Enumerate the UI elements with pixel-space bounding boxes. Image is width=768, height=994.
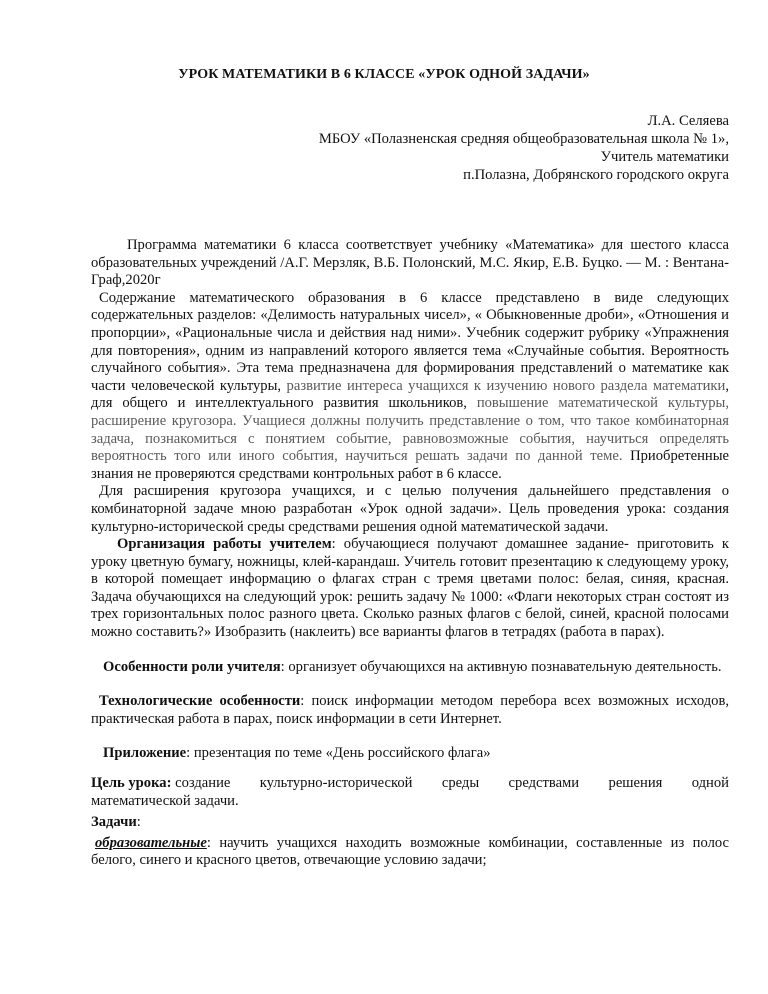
goal-rest: математической задачи. (91, 792, 239, 809)
goal-word: культурно-исторической (259, 775, 413, 792)
tasks-label: Задачи (91, 814, 137, 831)
author-name: Л.А. Селяева (647, 113, 729, 129)
organization-label: Организация работы учителем (117, 536, 332, 553)
document-body (91, 237, 729, 870)
tasks-colon: : (136, 814, 141, 831)
author-school: МБОУ «Полазненская средняя общеобразовательная школа № 1», (318, 131, 729, 147)
author-block (280, 112, 729, 184)
paragraph-purpose: Для расширения кругозора учащихся, и с целью получения дальнейшего представления о комбинаторной задаче мною разработан «Урок одной задачи». Цель проведения урока: создания культурно-исторической среды средствами решения одной математической задачи. (91, 483, 729, 535)
tasks-edu-text: : научить учащихся находить возможные комбинации, составленные из полос белого, синего и красного цветов, отвечающие условию задачи; (91, 834, 729, 869)
appendix-text: : презентация по теме «День российского флага» (186, 745, 491, 762)
paragraph-program: Программа математики 6 класса соответствует учебнику «Математика» для шестого класса образовательных учреждений /А.Г. Мерзляк, В.Б. Полонский, М.С. Якир, Е.В. Буцко. — М. : Вентана-Граф,2020г (91, 237, 729, 289)
goal-word: решения (608, 775, 663, 792)
paragraph-teacher-role (91, 659, 729, 677)
goal-word: среды (441, 775, 480, 792)
tasks-heading (91, 814, 729, 832)
teacher-role-text: : организует обучающихся на активную познавательную деятельность. (280, 658, 722, 675)
goal-word: создание (175, 775, 231, 792)
goal-label: Цель урока: (91, 775, 172, 792)
paragraph-tasks-edu (91, 835, 729, 870)
paragraph-content-c: , для общего и интеллектуального развития школьников, (91, 377, 729, 412)
teacher-role-label: Особенности роли учителя (103, 658, 281, 675)
paragraph-content-b: развитие интереса учащихся к изучению нового раздела математики (286, 377, 726, 394)
paragraph-appendix (91, 745, 729, 763)
goal-line (91, 775, 729, 793)
tasks-edu-label: образовательные (95, 834, 207, 851)
page-title: УРОК МАТЕМАТИКИ В 6 КЛАССЕ «УРОК ОДНОЙ ЗАДАЧИ» (178, 67, 590, 82)
paragraph-technology (91, 693, 729, 728)
technology-text: : поиск информации методом перебора всех возможных исходов, практическая работа в парах, поиск информации в сети Интернет. (91, 693, 729, 727)
goal-word: одной (691, 775, 729, 792)
author-location: п.Полазна, Добрянского городского округа (463, 167, 729, 183)
appendix-label: Приложение (103, 745, 187, 762)
goal-first (91, 775, 230, 793)
organization-text: : обучающиеся получают домашнее задание- приготовить к уроку цветную бумагу, ножницы, клей-карандаш. Учитель готовит презентацию к следующему уроку, в которой помещает информацию о флагах стран с тремя цветами полос: белая, синяя, красная. Задача обучающихся на следующий урок: решить задачу № 1000: «Флаги некоторых стран состоят из трех горизонтальных полос разного цвета. Сколько разных флагов с белой, синей, красной полосами можно составить?» Изобразить (наклеить) все варианты флагов в тетрадях (работа в парах). (91, 536, 729, 641)
paragraph-content-e: Приобретенные знания не проверяются средствами контрольных работ в 6 классе. (91, 448, 729, 482)
technology-label: Технологические особенности (99, 693, 301, 710)
paragraph-content-a: Содержание математического образования в 6 классе представлено в виде следующих содержательных разделов: «Делимость натуральных чисел», « Обыкновенные дроби», «Отношения и пропорции», «Рациональные числа и действия над ними». Учебник содержит рубрику «Упражнения для повторения», одним из направлений которого является тема «Случайные события. Вероятность случайного события». Эта тема предназначена для формирования представлений о математике как части человеческой культуры, (91, 289, 729, 394)
goal-word: средствами (508, 775, 580, 792)
paragraph-content-d: повышение математической культуры, расширение кругозора. Учащиеся должны получить представление о том, что такое комбинаторная задача, познакомиться с понятием событие, равновозможные события, научиться определять вероятность того или иного события, научиться решать задачи по данной теме. (91, 395, 729, 465)
paragraph-organization (91, 536, 729, 642)
author-position: Учитель математики (600, 149, 729, 165)
paragraph-content (91, 290, 729, 484)
